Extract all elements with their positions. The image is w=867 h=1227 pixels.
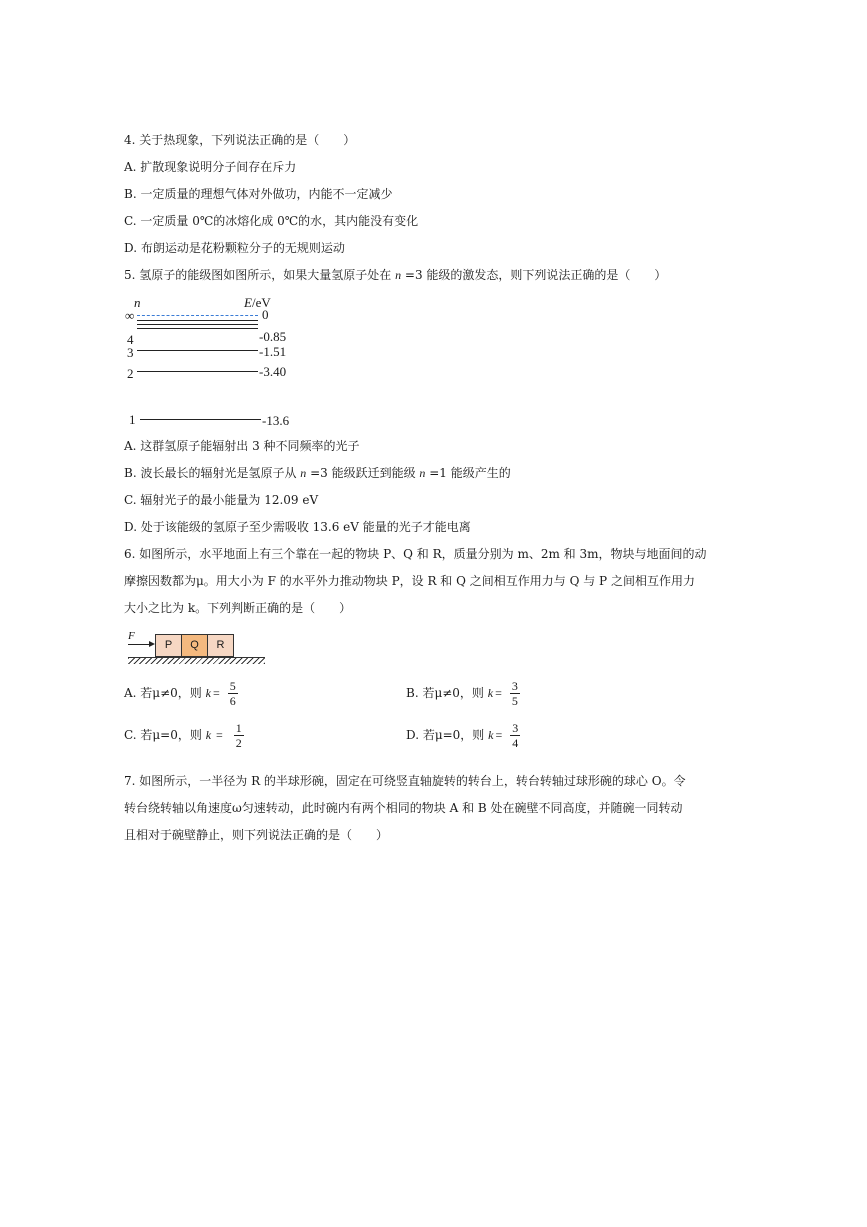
fraction <box>510 679 520 708</box>
level-line <box>137 320 258 321</box>
q5-b-text: B. 波长最长的辐射光是氢原子从 <box>124 466 301 480</box>
option-eq: = <box>495 728 503 742</box>
option-eq: = <box>213 728 226 742</box>
q4-stem: 4. 关于热现象，下列说法正确的是（ ） <box>124 133 356 147</box>
q5-stem-text-end: =3 能级的激发态，则下列说法正确的是（ ） <box>401 268 667 282</box>
level-e-label: -3.40 <box>259 364 287 379</box>
option-prefix: B. 若μ≠0，则 <box>406 686 488 700</box>
q5-b-var: n <box>300 466 307 480</box>
option-var: k <box>487 686 494 700</box>
n-axis-label: n <box>134 295 141 310</box>
fraction <box>228 679 238 708</box>
level-n-label: ∞ <box>125 308 135 323</box>
option-var: k <box>488 728 494 742</box>
q4-option-b: B. 一定质量的理想气体对外做功，内能不一定减少 <box>124 187 393 201</box>
level-e-label: -0.85 <box>259 329 287 344</box>
level-4-line <box>137 328 258 329</box>
fraction-denominator: 5 <box>511 694 518 708</box>
level-2-line <box>137 371 258 372</box>
q5-b-text-mid: =3 能级跃迁到能级 <box>306 466 420 480</box>
q7-stem-line3: 且相对于碗壁静止，则下列说法正确的是（ ） <box>124 828 389 842</box>
q5-stem-text: 5. 氢原子的能级图如图所示，如果大量氢原子处在 <box>124 268 396 282</box>
level-line <box>137 324 258 325</box>
option-var: k <box>205 728 212 742</box>
fraction-denominator: 2 <box>235 736 242 750</box>
q6-stem-line1: 6. 如图所示，水平地面上有三个靠在一起的物块 P、Q 和 R，质量分别为 m、2m 和 3m，物块与地面间的动 <box>124 547 707 561</box>
q6-stem-line3: 大小之比为 k。下列判断正确的是（ ） <box>124 601 352 615</box>
q5-option-c: C. 辐射光子的最小能量为 12.09 eV <box>124 493 319 507</box>
q6-option-c <box>124 721 244 750</box>
fraction-numerator: 5 <box>229 679 236 693</box>
option-var: k <box>205 686 211 700</box>
level-e-label: -13.6 <box>262 413 290 428</box>
q5-option-a: A. 这群氢原子能辐射出 3 种不同频率的光子 <box>124 439 360 453</box>
q6-option-a <box>124 679 238 708</box>
q5-option-d: D. 处于该能级的氢原子至少需吸收 13.6 eV 能量的光子才能电离 <box>124 520 471 534</box>
level-n-label: 1 <box>129 412 136 427</box>
q5-b-var: n <box>419 466 426 480</box>
level-n-label: 2 <box>127 366 134 381</box>
fraction-denominator: 6 <box>229 694 236 708</box>
q4-option-c: C. 一定质量 0℃的冰熔化成 0℃的水，其内能没有变化 <box>124 214 419 228</box>
option-eq: = <box>212 686 220 700</box>
fraction <box>234 721 244 750</box>
q5-stem-var: n <box>395 268 402 282</box>
level-n-label: 3 <box>127 345 134 360</box>
q5-option-b <box>124 465 511 481</box>
energy-axis-label: E/eV <box>244 295 271 310</box>
energy-level-diagram <box>120 290 340 430</box>
q4-option-a: A. 扩散现象说明分子间存在斥力 <box>124 160 297 174</box>
ground-hatch <box>128 657 265 664</box>
q6-option-b <box>406 679 520 708</box>
q7-stem-line1: 7. 如图所示，一半径为 R 的半球形碗，固定在可绕竖直轴旋转的转台上，转台转轴过球形碗的球心 O。令 <box>124 774 686 788</box>
force-label: F <box>128 630 135 642</box>
q7-stem-line2: 转台绕转轴以角速度ω匀速转动，此时碗内有两个相同的物块 A 和 B 处在碗壁不同高度，并随碗一同转动 <box>124 801 683 815</box>
fraction-numerator: 3 <box>512 721 519 735</box>
q5-b-text-end: =1 能级产生的 <box>425 466 511 480</box>
level-e-label: -1.51 <box>259 344 287 359</box>
fraction-denominator: 4 <box>512 736 519 750</box>
block-p: P <box>155 634 182 657</box>
block-r: R <box>207 634 234 657</box>
level-3-line <box>137 350 258 351</box>
q6-stem-line2: 摩擦因数都为μ。用大小为 F 的水平外力推动物块 P，设 R 和 Q 之间相互作用力与 Q 与 P 之间相互作用力 <box>124 574 695 588</box>
fraction-numerator: 1 <box>235 721 242 735</box>
fraction-numerator: 3 <box>511 679 518 693</box>
level-inf-line <box>137 315 258 316</box>
q6-option-d <box>406 721 520 750</box>
block-q: Q <box>181 634 208 657</box>
blocks-figure <box>124 630 284 670</box>
option-prefix: C. 若μ=0，则 <box>124 728 206 742</box>
level-1-line <box>140 419 261 420</box>
option-eq: = <box>495 686 502 700</box>
q5-stem <box>124 267 666 283</box>
option-prefix: D. 若μ=0，则 <box>406 728 489 742</box>
fraction <box>510 721 520 750</box>
option-prefix: A. 若μ≠0，则 <box>124 686 206 700</box>
level-n-label: 4 <box>127 332 134 347</box>
q4-option-d: D. 布朗运动是花粉颗粒分子的无规则运动 <box>124 241 345 255</box>
level-e-label: 0 <box>262 307 269 322</box>
